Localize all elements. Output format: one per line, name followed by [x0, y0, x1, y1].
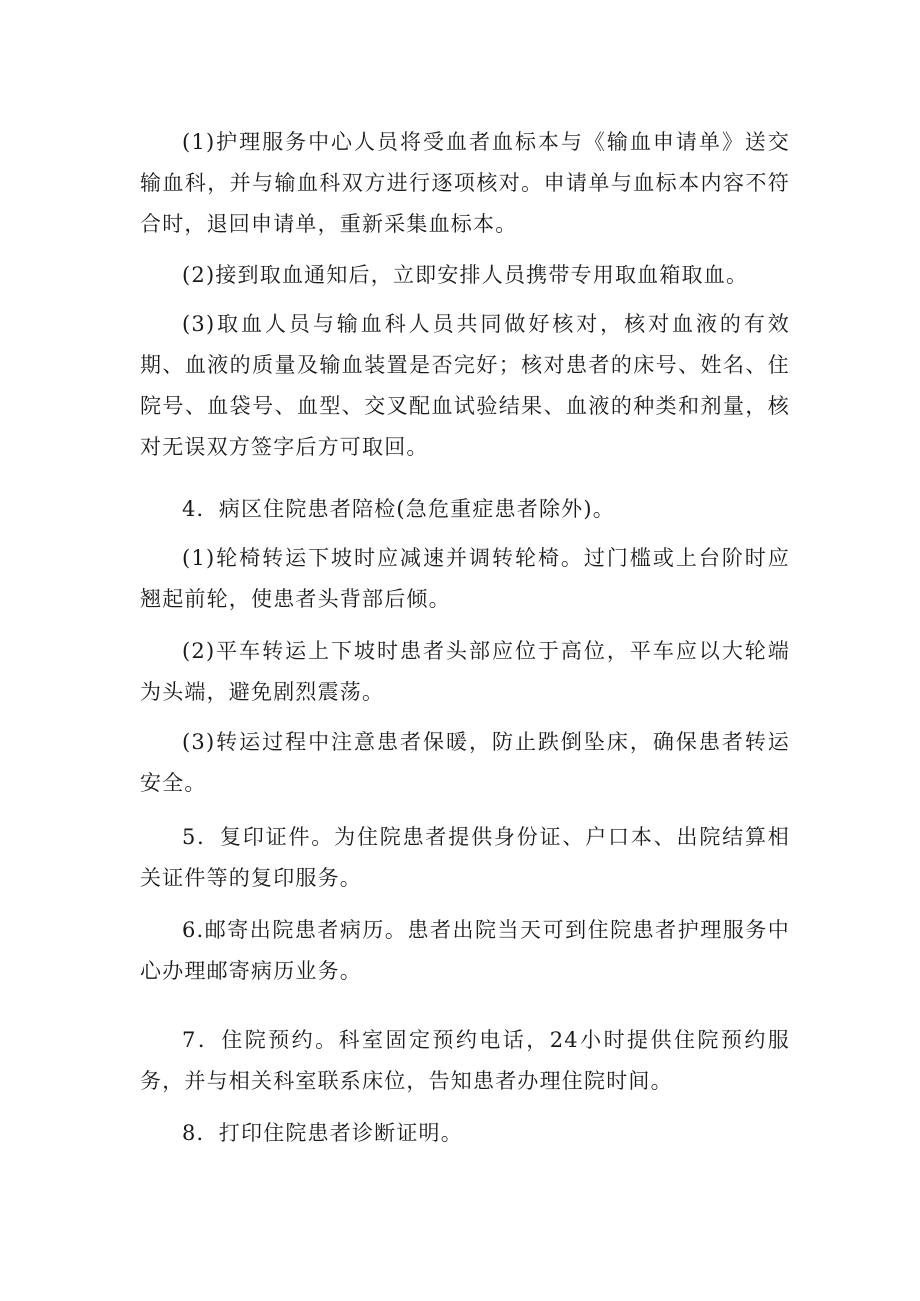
paragraph-section-7-appointment: 7．住院预约。科室固定预约电话，24小时提供住院预约服务，并与相关科室联系床位，告知患者办理住院时间。 [140, 1028, 790, 1093]
paragraph-section-4-heading: 4．病区住院患者陪检(急危重症患者除外)。 [182, 497, 615, 521]
paragraph-section-8-print-diagnosis: 8．打印住院患者诊断证明。 [182, 1121, 463, 1145]
paragraph-section-6-mail-records: 6.邮寄出院患者病历。患者出院当天可到住院患者护理服务中心办理邮寄病历业务。 [140, 918, 790, 983]
paragraph-wheelchair-transport: (1)轮椅转运下坡时应减速并调转轮椅。过门槛或上台阶时应翘起前轮，使患者头背部后倾。 [140, 546, 790, 611]
paragraph-blood-collection-notice: (2)接到取血通知后，立即安排人员携带专用取血箱取血。 [182, 263, 749, 287]
paragraph-blood-verification: (3)取血人员与输血科人员共同做好核对，核对血液的有效期、血液的质量及输血装置是否完好；核对患者的床号、姓名、住院号、血袋号、血型、交叉配血试验结果、血液的种类和剂量，核对无误双方签字后方可取回。 [140, 312, 790, 459]
paragraph-transport-safety: (3)转运过程中注意患者保暖，防止跌倒坠床，确保患者转运安全。 [140, 730, 790, 795]
paragraph-blood-sample-delivery: (1)护理服务中心人员将受血者血标本与《输血申请单》送交输血科，并与输血科双方进行逐项核对。申请单与血标本内容不符合时，退回申请单，重新采集血标本。 [140, 130, 790, 236]
paragraph-section-5-copy-service: 5．复印证件。为住院患者提供身份证、户口本、出院结算相关证件等的复印服务。 [140, 825, 790, 890]
paragraph-stretcher-transport: (2)平车转运上下坡时患者头部应位于高位，平车应以大轮端为头端，避免剧烈震荡。 [140, 639, 790, 704]
